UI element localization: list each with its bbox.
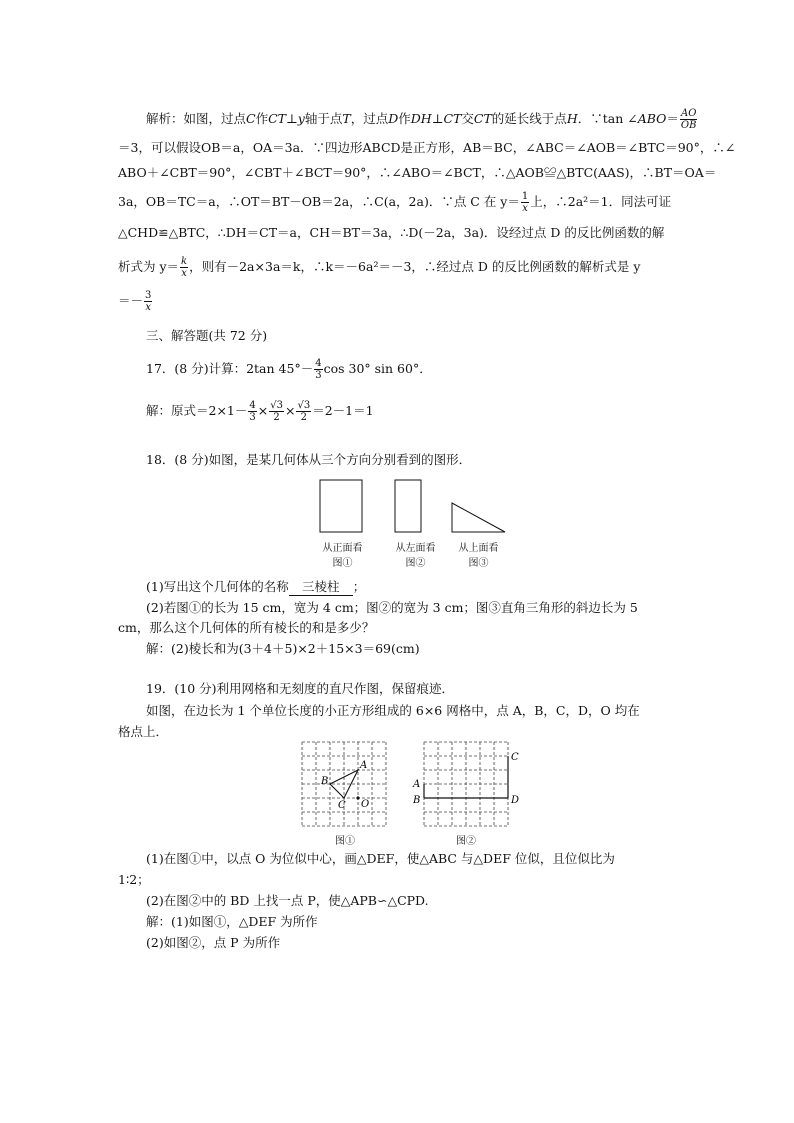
analysis-line-1: 解析：如图，过点C作CT⊥y轴于点T，过点D作DH⊥CT交CT的延长线于点H．∵tan ∠ABO＝ $\frac{AO}{OB}$ bbox=[146, 108, 697, 131]
label-c-2: C bbox=[511, 752, 519, 763]
q19-part2: (2)在图②中的 BD 上找一点 P，使△APB∽△CPD. bbox=[146, 893, 429, 908]
view-side-label: 从左面看 bbox=[395, 543, 436, 554]
fraction-ao-ob: $\frac{AO}{OB}$ bbox=[680, 108, 697, 131]
top-view-triangle bbox=[452, 503, 505, 532]
fraction-k-over-x: $\frac{k}{x}$ bbox=[181, 256, 188, 279]
fig2-label: 图② bbox=[405, 558, 426, 569]
q17-question: 17．(8 分)计算：2tan 45°－ $\frac{4}{3}$ cos 30° sin 60°． bbox=[146, 358, 432, 381]
fig3-label: 图③ bbox=[468, 558, 489, 569]
analysis-line-2: ＝3，可以假设OB＝a，OA＝3a．∵四边形ABCD是正方形，AB＝BC，∠ABC＝∠AOB＝∠BTC＝90°，∴∠ bbox=[118, 140, 736, 155]
q19-part1-line1: (1)在图①中，以点 O 为位似中心，画△DEF，使△ABC 与△DEF 位似，且位似比为 bbox=[146, 851, 615, 866]
label-a-2: A bbox=[413, 779, 421, 790]
analysis-line-7: ＝－ $\frac{3}{x}$ bbox=[118, 290, 152, 313]
q18-answer-blank: 三棱柱 bbox=[289, 579, 353, 596]
q19-solution-1: 解：(1)如图①，△DEF 为所作 bbox=[146, 914, 318, 929]
q19-description-line1: 如图，在边长为 1 个单位长度的小正方形组成的 6×6 网格中，点 A，B，C，D，O 均在 bbox=[146, 703, 640, 718]
q19-fig1-caption: 图① bbox=[335, 836, 355, 847]
fraction-1-over-x: $\frac{1}{x}$ bbox=[521, 191, 529, 214]
q19-solution-2: (2)如图②，点 P 为所作 bbox=[146, 935, 281, 950]
view-top-label: 从上面看 bbox=[458, 543, 499, 554]
point-o bbox=[356, 796, 359, 799]
grid-lines-1 bbox=[302, 742, 386, 826]
label-d-2: D bbox=[511, 795, 520, 806]
q19-grid-figure-2 bbox=[410, 740, 525, 832]
q19-question: 19．(10 分)利用网格和无刻度的直尺作图，保留痕迹． bbox=[146, 681, 455, 696]
q18-solution: 解：(2)棱长和为(3＋4＋5)×2＋15×3＝69(cm) bbox=[146, 641, 420, 656]
front-view-rectangle bbox=[320, 480, 362, 532]
analysis-line-6: 析式为 y＝ $\frac{k}{x}$ ，则有－2a×3a＝k，∴k＝－6a²＝－3，∴经过点 D 的反比例函数的解析式是 y bbox=[118, 256, 641, 279]
fraction-3-over-x: $\frac{3}{x}$ bbox=[145, 290, 152, 313]
q18-part1: (1)写出这个几何体的名称 三棱柱 ； bbox=[146, 579, 366, 594]
fig1-label: 图① bbox=[332, 558, 353, 569]
q18-part2-line1: (2)若图①的长为 15 cm，宽为 4 cm；图②的宽为 3 cm；图③直角三角形的斜边长为 5 bbox=[146, 600, 638, 615]
analysis-line-5: △CHD≌△BTC，∴DH＝CT＝a，CH＝BT＝3a，∴D(－2a，3a)．设经过点 D 的反比例函数的解 bbox=[118, 225, 665, 240]
view-front-label: 从正面看 bbox=[322, 543, 363, 554]
q18-part2-line2: cm，那么这个几何体的所有棱长的和是多少？ bbox=[118, 620, 375, 635]
analysis-line-3: ABO＋∠CBT＝90°，∠CBT＋∠BCT＝90°，∴∠ABO＝∠BCT，∴△AOB≌△BTC(AAS)，∴BT＝OA＝ bbox=[118, 165, 717, 180]
q19-grid-figure-1 bbox=[298, 740, 398, 832]
label-a: A bbox=[360, 760, 368, 771]
q19-fig2-caption: 图② bbox=[456, 836, 476, 847]
label-b: B bbox=[321, 776, 329, 787]
label-b-2: B bbox=[413, 795, 421, 806]
section-heading: 三、解答题(共 72 分) bbox=[146, 328, 268, 343]
side-view-rectangle bbox=[395, 480, 421, 532]
label-c: C bbox=[338, 800, 346, 811]
grid-lines-2 bbox=[424, 742, 508, 826]
q17-solution: 解：原式＝2×1－ $\frac{4}{3}$ × $\frac{√3}{2}$ × $\frac{√3}{2}$ ＝2－1＝1 bbox=[146, 400, 374, 423]
label-o: O bbox=[361, 799, 370, 810]
q18-question: 18．(8 分)如图，是某几何体从三个方向分别看到的图形． bbox=[146, 452, 472, 467]
q19-part1-line2: 1∶2； bbox=[118, 872, 150, 887]
analysis-line-4: 3a，OB＝TC＝a，∴OT＝BT－OB＝2a，∴C(a，2a)．∵点 C 在 y＝ $\frac{1}{x}$ 上，∴2a²＝1．同法可证 bbox=[118, 191, 672, 214]
q19-description-line2: 格点上． bbox=[118, 724, 169, 739]
